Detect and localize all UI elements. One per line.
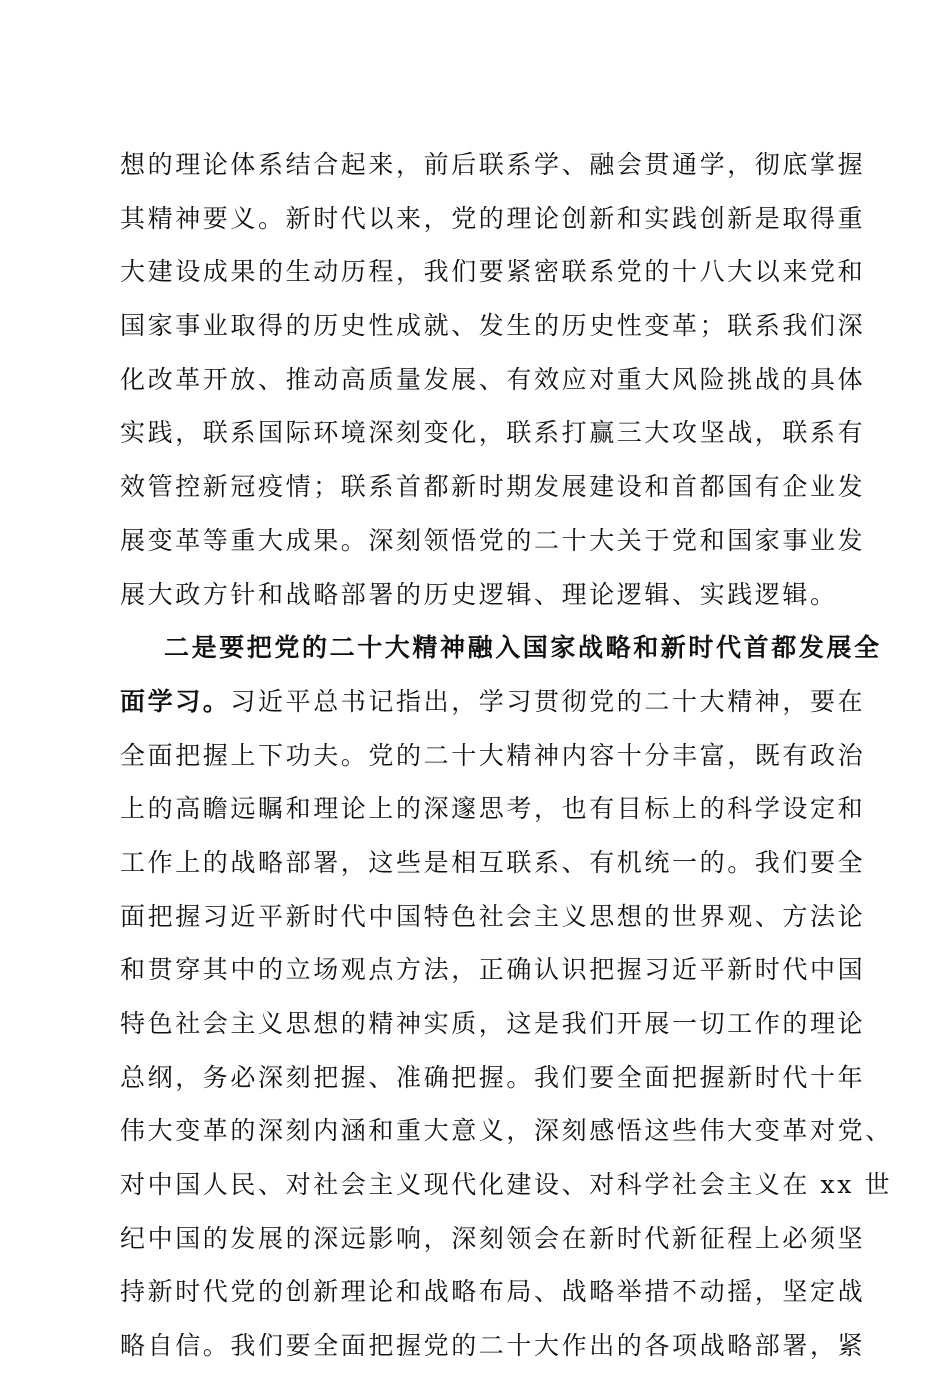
section-heading-line-1: 二是要把党的二十大精神融入国家战略和新时代首都发展全 — [164, 633, 882, 663]
text-line-6: 实践，联系国际环境深刻变化，联系打赢三大攻坚战，联系有 — [120, 418, 866, 448]
text-line-15: 面把握习近平新时代中国特色社会主义思想的世界观、方法论 — [120, 901, 866, 931]
text-line-7: 效管控新冠疫情；联系首都新时期发展建设和首都国有企业发 — [120, 472, 866, 502]
section-heading-end: 面学习。 — [120, 686, 231, 716]
section-heading-line-2 — [120, 675, 866, 729]
text-line-16: 和贯穿其中的立场观点方法，正确认识把握习近平新时代中国 — [120, 955, 866, 985]
text-line-20: 对中国人民、对社会主义现代化建设、对科学社会主义在 xx 世 — [120, 1170, 893, 1200]
text-line-3: 大建设成果的生动历程，我们要紧密联系党的十八大以来党和 — [120, 257, 866, 287]
text-line-18: 总纲，务必深刻把握、准确把握。我们要全面把握新时代十年 — [120, 1062, 866, 1092]
text-line-21: 纪中国的发展的深远影响，深刻领会在新时代新征程上必须坚 — [120, 1223, 866, 1253]
text-line-23: 略自信。我们要全面把握党的二十大作出的各项战略部署，紧 — [120, 1331, 866, 1361]
body-text — [120, 138, 893, 1373]
text-line-2: 其精神要义。新时代以来，党的理论创新和实践创新是取得重 — [120, 203, 866, 233]
text-line-22: 持新时代党的创新理论和战略布局、战略举措不动摇，坚定战 — [120, 1277, 866, 1307]
text-line-11-rest: 习近平总书记指出，学习贯彻党的二十大精神，要在 — [230, 686, 866, 716]
text-line-5: 化改革开放、推动高质量发展、有效应对重大风险挑战的具体 — [120, 364, 866, 394]
text-line-19: 伟大变革的深刻内涵和重大意义，深刻感悟这些伟大变革对党、 — [120, 1116, 893, 1146]
text-line-14: 工作上的战略部署，这些是相互联系、有机统一的。我们要全 — [120, 847, 866, 877]
text-line-1: 想的理论体系结合起来，前后联系学、融会贯通学，彻底掌握 — [120, 150, 866, 179]
text-line-9: 展大政方针和战略部署的历史逻辑、理论逻辑、实践逻辑。 — [120, 579, 838, 609]
text-line-8: 展变革等重大成果。深刻领悟党的二十大关于党和国家事业发 — [120, 525, 866, 555]
text-line-4: 国家事业取得的历史性成就、发生的历史性变革；联系我们深 — [120, 311, 866, 341]
text-line-13: 上的高瞻远瞩和理论上的深邃思考，也有目标上的科学设定和 — [120, 794, 866, 824]
text-line-17: 特色社会主义思想的精神实质，这是我们开展一切工作的理论 — [120, 1009, 866, 1038]
text-line-12: 全面把握上下功夫。党的二十大精神内容十分丰富，既有政治 — [120, 740, 866, 770]
